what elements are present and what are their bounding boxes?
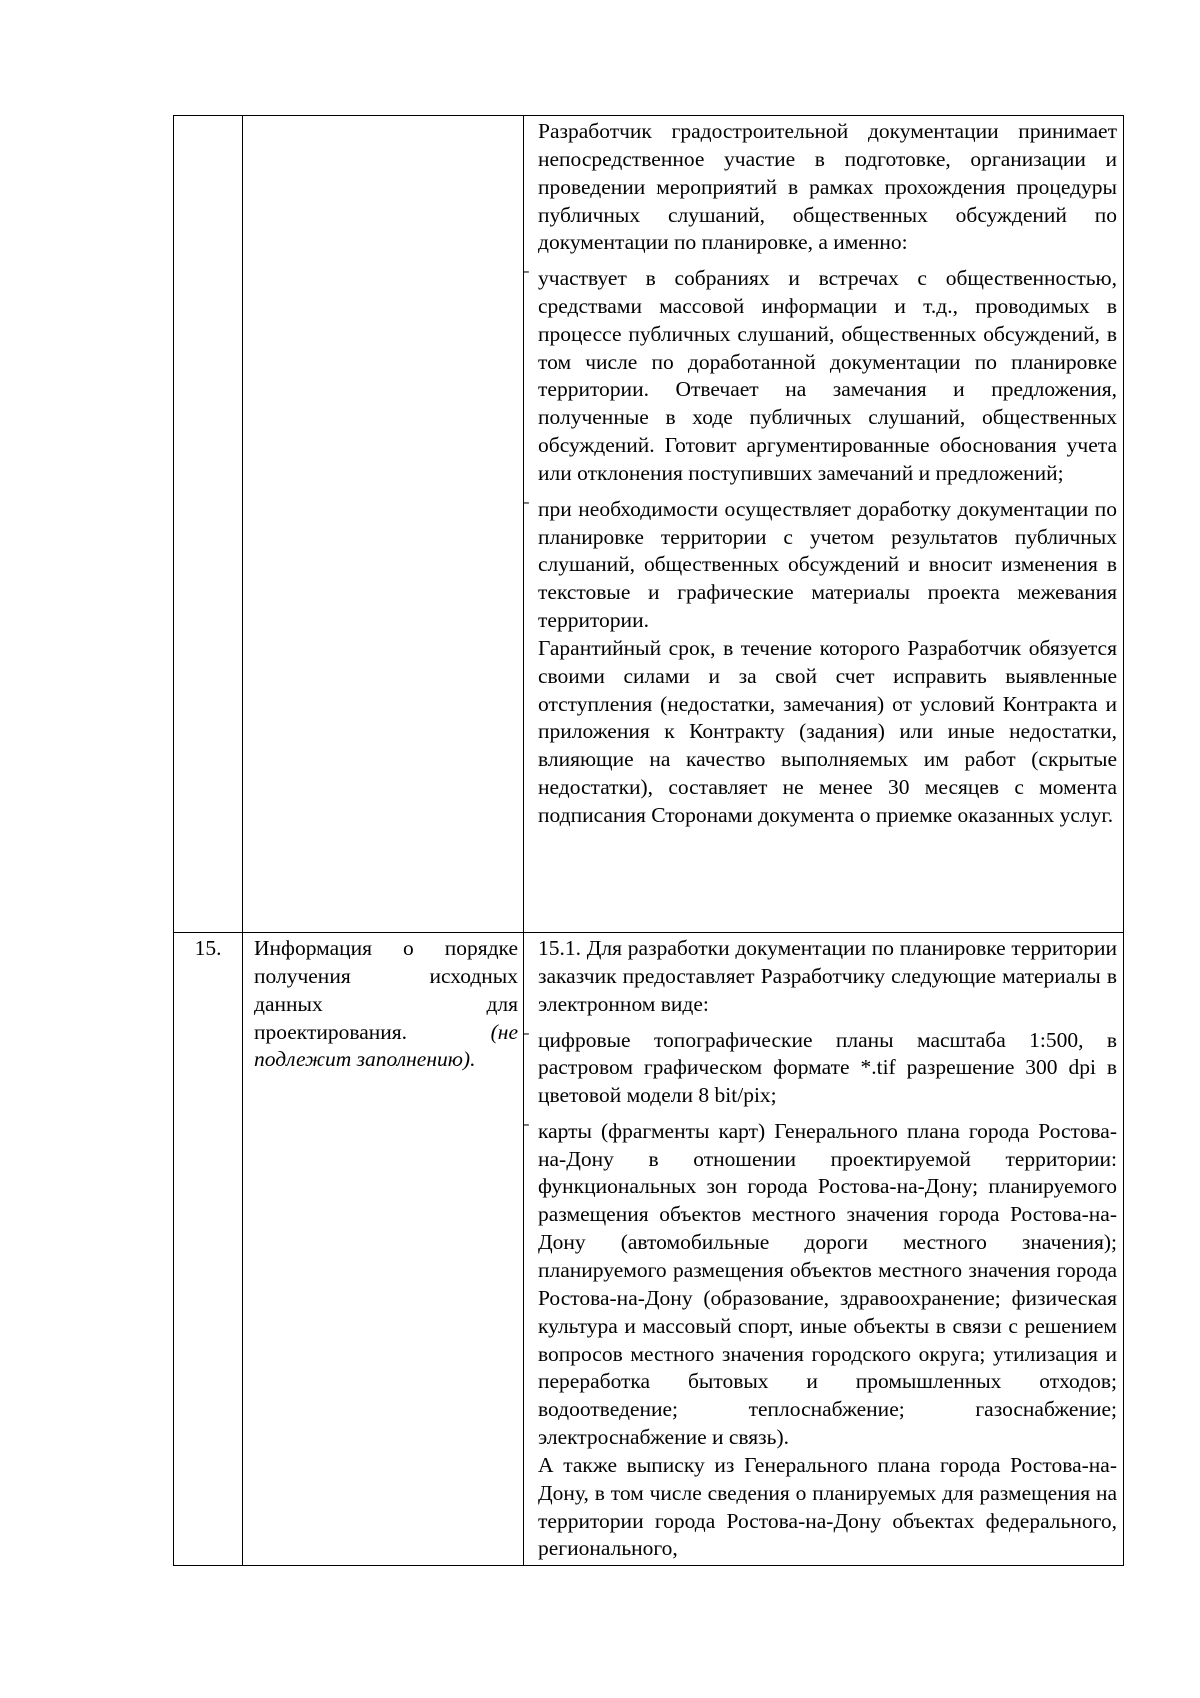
row-name-note: (не подлежит заполнению). — [254, 1019, 518, 1072]
row-number — [174, 116, 243, 933]
description-paragraph: –цифровые топографические планы масштаба 1:500, в растровом графическом формате *.tif разрешение 300 dpi в цветовой модели 8 bit/pix; — [524, 1019, 1117, 1110]
description-paragraph: 15.1. Для разработки документации по планировке территории заказчик предоставляет Разработчику следующие материалы в электронном виде: — [538, 936, 1117, 1016]
row-description — [524, 116, 1124, 933]
document-table — [173, 115, 1124, 1566]
description-paragraph: Гарантийный срок, в течение которого Разработчик обязуется своими силами и за свой счет исправить выявленные отступления (недостатки, замечания) от условий Контракта и приложения к Контракту (задания) или иные недостатки, влияющие на качество выполняемых им работ (скрытые недостатки), составляет не менее 30 месяцев с момента подписания Сторонами документа о приемке оказанных услуг. — [538, 635, 1117, 827]
row-description — [524, 933, 1124, 1566]
table-row — [174, 933, 1124, 1566]
row-name — [243, 933, 524, 1566]
row-name — [243, 116, 524, 933]
description-paragraph: –участвует в собраниях и встречах с общественностью, средствами массовой информации и т.д., проводимых в процессе публичных слушаний, общественных обсуждений, в том числе по доработанной документации по планировке территории. Отвечает на замечания и предложения, полученные в ходе публичных слушаний, общественных обсуждений. Готовит аргументированные обоснования учета или отклонения поступивших замечаний и предложений; — [524, 257, 1117, 488]
description-paragraph: –при необходимости осуществляет доработку документации по планировке территории с учетом результатов публичных слушаний, общественных обсуждений и вносит изменения в текстовые и графические материалы проекта межевания территории. — [524, 488, 1117, 635]
description-paragraph: А также выписку из Генерального плана города Ростова-на-Дону, в том числе сведения о планируемых для размещения на территории города Ростова-на-Дону объектах федерального, регионального, — [538, 1452, 1117, 1561]
row-number: 15. — [174, 933, 243, 1566]
row-name-text: Информация о порядке получения исходных данных для проектирования. — [254, 936, 518, 1044]
table-row — [174, 116, 1124, 933]
description-paragraph: –карты (фрагменты карт) Генерального плана города Ростова-на-Дону в отношении проектируемой территории: функциональных зон города Ростова-на-Дону; планируемого размещения объектов местного значения города Ростова-на-Дону (автомобильные дороги местного значения); планируемого размещения объектов местного значения города Ростова-на-Дону (образование, здравоохранение; физическая культура и массовый спорт, иные объекты в связи с решением вопросов местного значения городского округа; утилизация и переработка бытовых и промышленных отходов; водоотведение; теплоснабжение; газоснабжение; электроснабжение и связь). — [524, 1110, 1117, 1452]
description-paragraph: Разработчик градостроительной документации принимает непосредственное участие в подготовке, организации и проведении мероприятий в рамках прохождения процедуры публичных слушаний, общественных обсуждений по документации по планировке, а именно: — [538, 119, 1117, 255]
